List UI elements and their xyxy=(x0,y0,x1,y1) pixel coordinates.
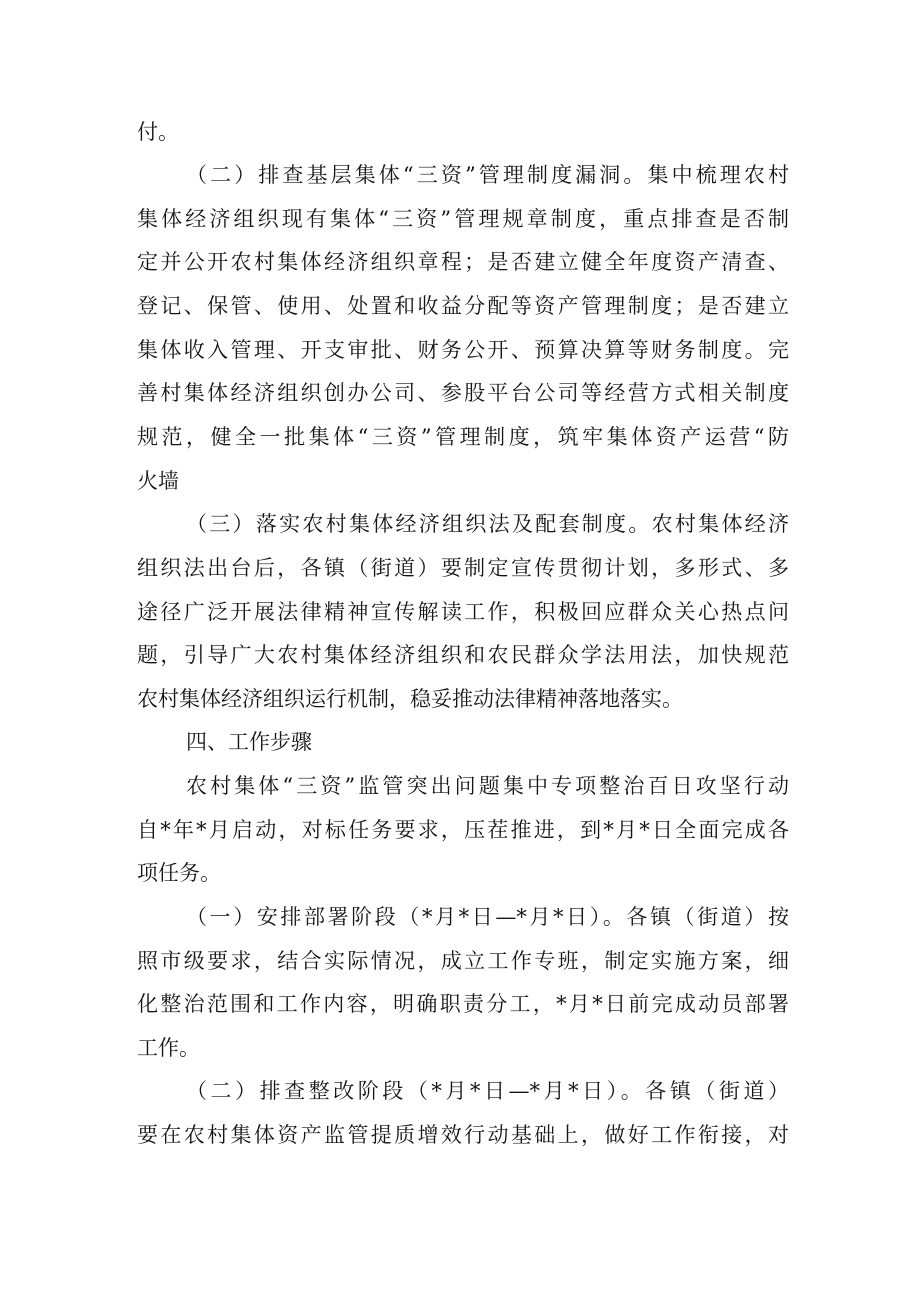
text-line: 定并公开农村集体经济组织章程；是否建立健全年度资产清查、 xyxy=(137,250,789,274)
section-heading-line: （三）落实农村集体经济组织法及配套制度。农村集体经济 xyxy=(186,512,789,536)
text-line: 农村集体经济组织运行机制，稳妥推动法律精神落地落实。 xyxy=(137,687,683,711)
text-line: 自*年*月启动，对标任务要求，压茬推进，到*月*日全面完成各 xyxy=(137,818,789,842)
section-heading-line: （二）排查基层集体“三资”管理制度漏洞。集中梳理农村 xyxy=(186,163,789,187)
chapter-heading: 四、工作步骤 xyxy=(186,730,312,754)
text-line: 火墙 xyxy=(137,469,179,493)
text-line: 工作。 xyxy=(137,1036,200,1060)
text-line: 善村集体经济组织创办公司、参股平台公司等经营方式相关制度 xyxy=(137,381,789,405)
text-line: 集体经济组织现有集体“三资”管理规章制度，重点排查是否制 xyxy=(137,207,789,231)
text-line: 规范，健全一批集体“三资”管理制度，筑牢集体资产运营“防 xyxy=(137,425,789,449)
text-line: 途径广泛开展法律精神宣传解读工作，积极回应群众关心热点问 xyxy=(137,600,789,624)
section-heading-line: （一）安排部署阶段（*月*日—*月*日）。各镇（街道）按 xyxy=(186,905,789,929)
text-line: 照市级要求，结合实际情况，成立工作专班，制定实施方案，细 xyxy=(137,949,789,973)
text-line: 题，引导广大农村集体经济组织和农民群众学法用法，加快规范 xyxy=(137,643,789,667)
text-line: 农村集体“三资”监管突出问题集中专项整治百日攻坚行动 xyxy=(186,774,789,798)
text-line: 化整治范围和工作内容，明确职责分工，*月*日前完成动员部署 xyxy=(137,992,789,1016)
text-line: 组织法出台后，各镇（街道）要制定宣传贯彻计划，多形式、多 xyxy=(137,556,789,580)
text-line: 要在农村集体资产监管提质增效行动基础上，做好工作衔接，对 xyxy=(137,1123,789,1147)
text-line: 付。 xyxy=(137,120,179,144)
section-heading-line: （二）排查整改阶段（*月*日—*月*日）。各镇（街道） xyxy=(186,1079,789,1103)
text-line: 集体收入管理、开支审批、财务公开、预算决算等财务制度。完 xyxy=(137,338,789,362)
text-line: 登记、保管、使用、处置和收益分配等资产管理制度；是否建立 xyxy=(137,294,789,318)
text-line: 项任务。 xyxy=(137,861,221,885)
